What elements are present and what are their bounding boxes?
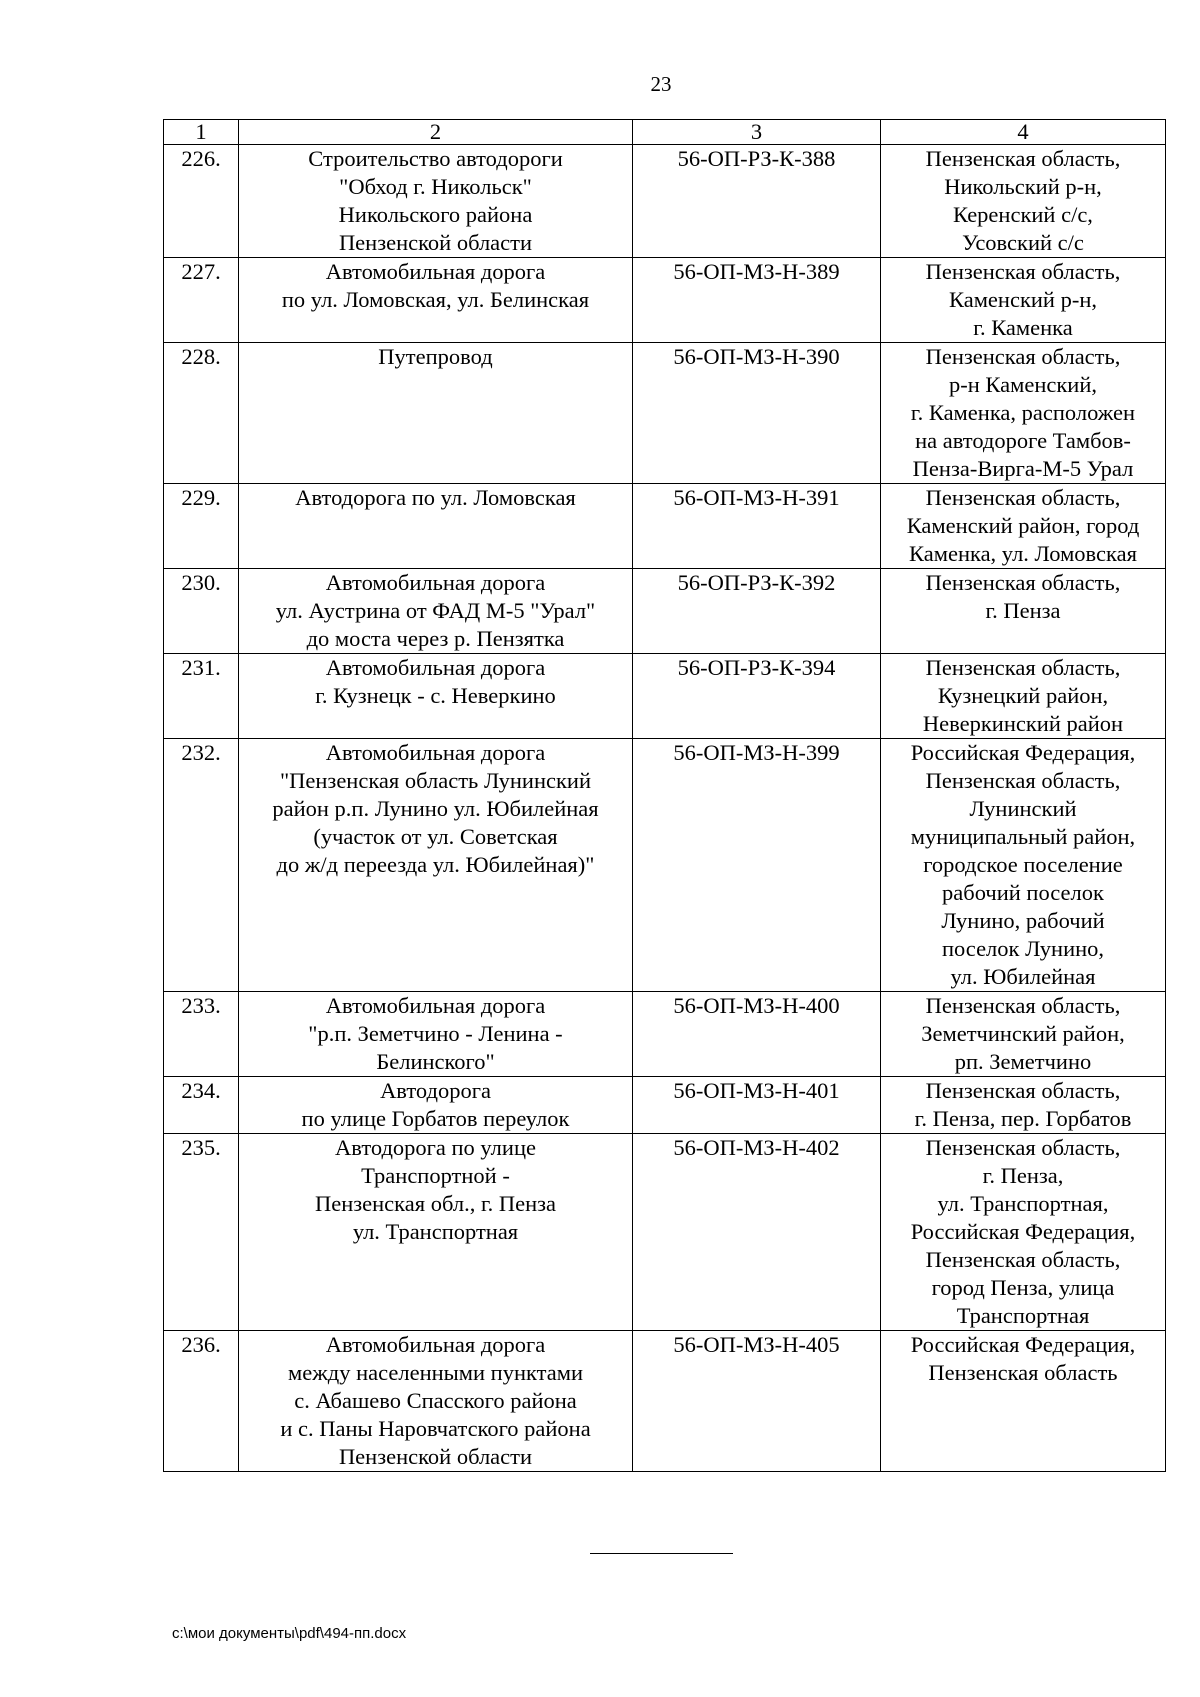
table-row (164, 1331, 1166, 1472)
location-cell (881, 739, 1166, 992)
row-number: 231. (164, 654, 239, 739)
road-name-line: Пензенской области (338, 230, 533, 255)
location-line: Российская Федерация, (910, 1332, 1136, 1357)
location-line: Кузнецкий район, (937, 683, 1109, 708)
location-line: Транспортная (956, 1303, 1090, 1328)
road-name-line: и с. Паны Наровчатского района (280, 1416, 591, 1441)
road-name-line: "Обход г. Никольск" (339, 174, 532, 199)
road-name-line: до ж/д переезда ул. Юбилейная)" (276, 852, 595, 877)
road-name-cell (239, 569, 633, 654)
table-row (164, 992, 1166, 1077)
road-name-line: Автодорога (380, 1078, 491, 1103)
location-line: Неверкинский район (922, 711, 1124, 736)
road-name-line: с. Абашево Спасского района (294, 1388, 577, 1413)
location-line: Каменский р-н, (949, 287, 1097, 312)
location-line: Пензенская область, (925, 570, 1121, 595)
location-line: город Пенза, улица (931, 1275, 1115, 1300)
end-rule (590, 1553, 733, 1554)
road-code: 56-ОП-РЗ-К-388 (633, 145, 881, 258)
road-name-line: г. Кузнецк - с. Неверкино (315, 683, 556, 708)
road-name-line: Пензенская обл., г. Пенза (314, 1191, 557, 1216)
road-code: 56-ОП-МЗ-Н-405 (633, 1331, 881, 1472)
road-name-cell (239, 654, 633, 739)
location-line: г. Каменка (973, 315, 1073, 340)
road-name-line: Автомобильная дорога (325, 1332, 546, 1357)
column-header-name: 2 (239, 120, 633, 145)
road-name-line: (участок от ул. Советская (313, 824, 558, 849)
location-line: муниципальный район, (910, 824, 1136, 849)
road-name-cell (239, 484, 633, 569)
table-row (164, 258, 1166, 343)
table-row (164, 1134, 1166, 1331)
location-line: г. Пенза, пер. Горбатов (914, 1106, 1132, 1131)
location-line: Пензенская область, (925, 1247, 1121, 1272)
column-header-code: 3 (633, 120, 881, 145)
road-code: 56-ОП-МЗ-Н-399 (633, 739, 881, 992)
location-line: ул. Юбилейная (950, 964, 1096, 989)
location-line: г. Пенза, (982, 1163, 1064, 1188)
location-line: Никольский р-н, (944, 174, 1102, 199)
road-name-line: Автомобильная дорога (325, 259, 546, 284)
road-code: 56-ОП-МЗ-Н-391 (633, 484, 881, 569)
location-line: Земетчинский район, (921, 1021, 1125, 1046)
road-name-line: Автодорога по ул. Ломовская (295, 485, 576, 510)
road-name-line: по ул. Ломовская, ул. Белинская (281, 287, 590, 312)
table-body (164, 145, 1166, 1472)
road-name-cell (239, 343, 633, 484)
location-line: Лунино, рабочий (941, 908, 1105, 933)
location-line: Пензенская область, (925, 344, 1121, 369)
footer-file-path: c:\мои документы\pdf\494-пп.docx (172, 1625, 407, 1642)
road-name-cell (239, 739, 633, 992)
location-line: Пензенская область, (925, 768, 1121, 793)
location-line: поселок Лунино, (941, 936, 1105, 961)
road-code: 56-ОП-МЗ-Н-389 (633, 258, 881, 343)
road-name-line: Строительство автодороги (308, 146, 563, 171)
row-number: 232. (164, 739, 239, 992)
location-line: Пензенская область (928, 1360, 1118, 1385)
row-number: 226. (164, 145, 239, 258)
location-line: городское поселение (923, 852, 1123, 877)
road-name-cell (239, 992, 633, 1077)
road-name-cell (239, 145, 633, 258)
row-number: 235. (164, 1134, 239, 1331)
table-row (164, 654, 1166, 739)
road-name-line: Автомобильная дорога (325, 570, 546, 595)
road-name-line: между населенными пунктами (287, 1360, 584, 1385)
location-cell (881, 258, 1166, 343)
road-name-line: Автомобильная дорога (325, 740, 546, 765)
location-line: Пензенская область, (925, 1078, 1121, 1103)
road-name-line: Путепровод (378, 344, 493, 369)
row-number: 233. (164, 992, 239, 1077)
location-line: Каменский район, город (906, 513, 1140, 538)
location-line: Пензенская область, (925, 485, 1121, 510)
road-name-cell (239, 1134, 633, 1331)
road-name-cell (239, 1331, 633, 1472)
location-line: Лунинский (969, 796, 1077, 821)
road-name-line: Транспортной - (361, 1163, 510, 1188)
road-code: 56-ОП-МЗ-Н-402 (633, 1134, 881, 1331)
page-number: 23 (650, 72, 672, 96)
location-line: г. Каменка, расположен (910, 400, 1136, 425)
road-name-line: район р.п. Лунино ул. Юбилейная (272, 796, 599, 821)
road-name-line: Никольского района (338, 202, 533, 227)
road-name-line: Белинского" (376, 1049, 495, 1074)
road-code: 56-ОП-РЗ-К-392 (633, 569, 881, 654)
row-number: 227. (164, 258, 239, 343)
location-line: Пензенская область, (925, 993, 1121, 1018)
location-line: на автодороге Тамбов- (915, 428, 1131, 453)
location-cell (881, 992, 1166, 1077)
road-name-line: Пензенской области (338, 1444, 533, 1469)
location-cell (881, 569, 1166, 654)
location-line: рп. Земетчино (954, 1049, 1092, 1074)
road-name-cell (239, 258, 633, 343)
road-code: 56-ОП-РЗ-К-394 (633, 654, 881, 739)
row-number: 234. (164, 1077, 239, 1134)
table-row (164, 739, 1166, 992)
column-header-location: 4 (881, 120, 1166, 145)
location-cell (881, 343, 1166, 484)
location-line: Пензенская область, (925, 146, 1121, 171)
table-row (164, 1077, 1166, 1134)
road-name-line: Автомобильная дорога (325, 655, 546, 680)
row-number: 236. (164, 1331, 239, 1472)
table-header (164, 120, 1166, 145)
road-code: 56-ОП-МЗ-Н-390 (633, 343, 881, 484)
column-header-number: 1 (164, 120, 239, 145)
roads-table (163, 119, 1166, 1472)
row-number: 228. (164, 343, 239, 484)
road-name-line: Автодорога по улице (335, 1135, 536, 1160)
location-line: рабочий поселок (942, 880, 1104, 905)
location-cell (881, 1331, 1166, 1472)
location-line: Каменка, ул. Ломовская (909, 541, 1137, 566)
table-row (164, 343, 1166, 484)
location-line: ул. Транспортная, (937, 1191, 1109, 1216)
road-name-line: "р.п. Земетчино - Ленина - (308, 1021, 563, 1046)
road-name-line: "Пензенская область Лунинский (279, 768, 592, 793)
location-line: р-н Каменский, (949, 372, 1097, 397)
table-row (164, 569, 1166, 654)
location-line: Пензенская область, (925, 259, 1121, 284)
location-line: Российская Федерация, (910, 1219, 1136, 1244)
road-name-line: ул. Транспортная (352, 1219, 519, 1244)
location-line: Российская Федерация, (910, 740, 1136, 765)
road-code: 56-ОП-МЗ-Н-401 (633, 1077, 881, 1134)
row-number: 230. (164, 569, 239, 654)
row-number: 229. (164, 484, 239, 569)
location-line: Пензенская область, (925, 1135, 1121, 1160)
header-row (164, 120, 1166, 145)
road-name-line: до моста через р. Пензятка (306, 626, 565, 651)
location-line: Пенза-Вирга-М-5 Урал (912, 456, 1134, 481)
location-cell (881, 1077, 1166, 1134)
location-cell (881, 484, 1166, 569)
location-cell (881, 654, 1166, 739)
road-name-line: Автомобильная дорога (325, 993, 546, 1018)
road-name-line: ул. Аустрина от ФАД М-5 "Урал" (275, 598, 596, 623)
table-row (164, 484, 1166, 569)
location-cell (881, 1134, 1166, 1331)
road-name-cell (239, 1077, 633, 1134)
location-line: Усовский с/с (962, 230, 1084, 255)
road-code: 56-ОП-МЗ-Н-400 (633, 992, 881, 1077)
location-line: г. Пенза (985, 598, 1061, 623)
location-cell (881, 145, 1166, 258)
location-line: Пензенская область, (925, 655, 1121, 680)
table-row (164, 145, 1166, 258)
road-name-line: по улице Горбатов переулок (301, 1106, 570, 1131)
location-line: Керенский с/с, (953, 202, 1093, 227)
